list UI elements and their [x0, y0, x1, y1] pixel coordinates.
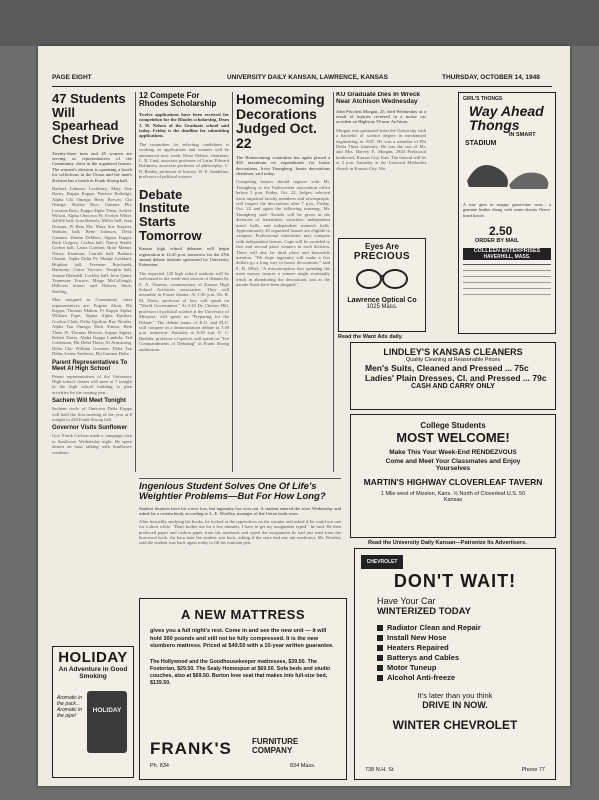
paper-title: UNIVERSITY DAILY KANSAN, LAWRENCE, KANSAS: [227, 74, 388, 81]
franks-address: 834 Mass.: [290, 763, 316, 769]
scan-background: [0, 0, 599, 46]
want-ads-tagline: Read the Want Ads daily.: [338, 334, 403, 340]
eyeglasses-icon: [339, 264, 425, 294]
page-label: PAGE EIGHT: [52, 74, 92, 81]
service-item: Radiator Clean and Repair: [377, 623, 555, 633]
newspaper-page: [38, 46, 570, 786]
martins-l3: Make This Your Week-End RENDEZVOUS: [389, 449, 517, 456]
column-rule: [135, 92, 136, 472]
article-homecoming: Homecoming Decorations Judged Oct. 22 The Homecoming committee has again placed a $50 maximum on expenditures for house decorations, Irvin Youngberg, house decorations chairman, said today. Competing houses should register with Mr. Youngberg at the Endowment association office before 5 p.m. Friday, Oct. 22. Judges, selected from impartial faculty members and townspeople, will inspect the decorations after 7 p.m., Friday, Oct. 22 and again the following morning, Mr. Youngberg said. Awards will be given in the divisions of fraternities, sororities, independent men's halls, and independent women's halls. Approximately 40 organized houses are eligible to compete. Professional fraternities may compete with independent houses. Cups will be awarded to first and second place winners in each division. There will also be third place and honorable mention. "We hope ingenuity will make a few dollars go a long way in house decorations," said E. R. Elbel. "A misconception that spending the most money insures a winner might eventually result in abandoning the decorations just as the parade floats have been dropped.": [236, 92, 330, 288]
debate-headline: Debate Institute Starts Tomorrow: [139, 186, 202, 243]
holiday-title: HOLIDAY: [58, 649, 128, 666]
thongs-price: 2.50: [489, 224, 513, 239]
chev-name: WINTER CHEVROLET: [392, 718, 518, 732]
holiday-sub: An Adventure in Good Smoking: [58, 665, 128, 680]
lindleys-cleaners-ad: [350, 342, 556, 410]
martins-name: MARTIN'S HIGHWAY CLOVERLEAF TAVERN: [363, 477, 543, 487]
chest-drive-headline: 47 Students Will Spearhead Chest Drive: [52, 92, 126, 147]
governor-subhead: Governor Visits Sunflower: [52, 425, 128, 432]
service-item: Motor Tuneup: [377, 663, 555, 673]
debate-body: Kansas high school debaters will begin registration at 12:45 p.m. tomorrow for the 27th annual debate institute sponsored by University Extension.: [139, 246, 229, 268]
optical-address: 1025 Mass.: [366, 304, 398, 310]
chev-service-list: [377, 623, 555, 683]
martins-l4: Come and Meet Your Classmates and Enjoy Yourselves: [385, 458, 521, 472]
franks-p2: The Hollywood and the Goodhousekeeper mattresses, $39.50. The Fostorian, $29.50. The Sealy Homespun at $69.50. Sofa beds and studio couches, also at $69.50. Burton love seat that makes into full-size bed, $139.50.: [150, 658, 331, 686]
holiday-tobacco-ad: [52, 646, 134, 778]
chest-drive-body: Twenty-three men and 25 women are serving as representatives of the Community chest in the organized houses. The women's division is operating a booth for collections in the Union and the men's division has a booth in Frank Strong hall.: [52, 150, 132, 183]
rhodes-body: Twelve applications have been received for competition for the Rhodes scholarship, Dean J. H. Nelson of the Graduate school said today. Friday is the deadline for submitting applications.: [139, 111, 229, 139]
franks-furniture-ad: [139, 598, 347, 780]
martins-l1: College Students: [420, 421, 486, 430]
chev-address: 738 N.H. St.: [365, 767, 395, 773]
thongs-company: COLLEEN ENTERPRISES: [473, 248, 541, 255]
thongs-order: ORDER BY MAIL: [475, 238, 519, 245]
order-form: [463, 264, 551, 295]
bullet-icon: [377, 635, 383, 641]
winter-chevrolet-ad: [354, 548, 556, 780]
rhodes-headline: 12 Compete For Rhodes Scholarship: [139, 92, 217, 109]
lindleys-line4: CASH AND CARRY ONLY: [411, 383, 495, 390]
bullet-icon: [377, 665, 383, 671]
article-chest-drive: 47 Students Will Spearhead Chest Drive Twenty-three men and 25 women are serving as representatives of the Community chest in the organized houses. The women's division is operating a booth for collections in the Union and the men's division has a booth in Frank Strong hall. Barbara Johnson, Lockbury; Mary Ann Burns, Kappa Kappa; Patricia Rutledge, Alpha Chi Omega; Betty Brewer, Chi Omega; Shirley Rice, Gamma Phi; Lorraine Ross, Kappa Alpha Theta; Ardyce Wilson, Alpha Omicron Pi; Evelyn White, Jolliffe hall; Joan Roberts, Miller hall; Jean Dresner, Pi Beta Phi; Mary Sue Stayton, Watkins hall; Bette Johnson, Delta Gamma; Donna DeMoss, Sigma Kappa; Ruth Gregory, Corbin hall; Nancy Smith, Corbin hall; Laura Gardner, Briar Manor; Nancy Kautman, Carruth hall. Barbara Chanin, Alpha Delta Pi; Madge Goddard, Hopkins hall; Freeman Burchardt, Harmony; Grace Vaccaro, Templin hall; Joanne Blaisdell, Lockley hall; Jerre Quint, Tennessee Terrace; Marge McCollough, Hillcrest house; and Dolores Stick, Sterling. Men assigned as Community chest representatives are: Eugene Alton, Phi Kappa; Thomas Mahon, Pi Kappa Alpha; William Pope, Sigma Alpha Epsilon; Gordon Clark, Delta Upsilon; Ray Worder, Alpha Tau Omega; Dick Altmor, Beta Theta Pi; Thomas Briscoe, Kappa Sigma; Robert Davis, Alpha Kappa Lambda; Ted Cobleman, Phi Delta Theta; Al Armstrong, Delta Chi; William Greenen, Delta Tau Delta; Lester Andrews, Phi Gamma Delta. Parent Representatives To Meet At High School Parent representatives of the University High school classes will meet at 7 tonight in the high school building to plan activities for the coming year. Sachem Will Meet Tonight Sachem circle of Omicron Delta Kappa will hold the first meeting of the year at 8 tonight in 228 Frank Strong hall. Governor Visits Sunflower Gov. Frank Carlson made a campaign visit to Sunflower Wednesday night. He spent almost an hour talking with Sunflower residents.: [52, 92, 132, 455]
franks-sub: FURNITURE COMPANY: [252, 737, 299, 755]
optical-line2: PRECIOUS: [353, 251, 411, 262]
lawrence-optical-ad: [338, 238, 426, 332]
bullet-icon: [377, 655, 383, 661]
chev-headline: DON'T WAIT!: [393, 571, 517, 591]
ku-grad-headline: KU Graduate Dies In Wreck Near Atchison Wednesday: [336, 92, 421, 105]
issue-date: THURSDAY, OCTOBER 14, 1948: [442, 74, 540, 81]
sachem-subhead: Sachem Will Meet Tonight: [52, 398, 126, 405]
pouch-label: HOLIDAY: [92, 707, 122, 714]
martins-dir: 1 Mile west of Mission, Kans. ½ North of Cloverleaf U.S. 50 Kansas: [380, 491, 526, 503]
franks-headline: A NEW MATTRESS: [181, 607, 305, 622]
column-rule: [333, 92, 334, 472]
franks-name: FRANK'S: [150, 739, 232, 758]
service-item: Batterys and Cables: [377, 653, 555, 663]
chev-later1: It's later than you think: [417, 691, 493, 700]
service-item: Heaters Repaired: [377, 643, 555, 653]
martins-tavern-ad: [350, 414, 556, 538]
optical-line1: Eyes Are: [365, 242, 399, 251]
article-ingenious: Ingenious Student Solves One Of Life's Weightier Problems—But For How Long? Student finances have hit a new low, but ingenuity has won out. A student entered the store Wednesday and asked for a certain book, according to L. E. Woolley, manager of the Union book store. After hurriedly studying his books, he looked at the typewriters on the counter and asked if he could use one for a short while. "Don't bother me for a few minutes, I have to get my assignment typed," he said. He then produced paper and carbon paper from his notebook and typed the assignment he had just read from the borrowed book. An hour later the student was back, asking if the store had any ink eradicator. Mr. Woolley said the student was back again today to fill his fountain pen.: [139, 478, 341, 589]
holiday-aromatic: Aromatic in the pack... Aromatic in the pipe!: [57, 695, 83, 719]
thongs-brand: GIRL'S THONGS: [463, 96, 503, 102]
bullet-icon: [377, 675, 383, 681]
chev-later2: DRIVE IN NOW.: [422, 700, 488, 710]
homecoming-headline: Homecoming Decorations Judged Oct. 22: [236, 92, 325, 152]
thongs-city: HAVERHILL, MASS.: [483, 254, 531, 261]
lindleys-title: LINDLEY'S KANSAS CLEANERS: [383, 347, 523, 357]
chev-sub2: WINTERIZED TODAY: [377, 606, 471, 617]
article-rhodes: 12 Compete For Rhodes Scholarship Twelve applications have been received for competition for the Rhodes scholarship, Dean J. H. Nelson of the Graduate school said today. Friday is the deadline for submitting applications. The committee for selecting candidates is working on applications and winners will be announced next week. Dean Nelson, chairman; L. R. Lind, associate professor of Latin; Edward Robinson, associate professor of philosophy; C. B. Realey, professor of history; W. E. Sandelius, professor of political science. Debate Institute Starts Tomorrow Kansas high school debaters will begin registration at 12:45 p.m. tomorrow for the 27th annual debate institute sponsored by University Extension. The expected 120 high school students will be welcomed to the week-end session of debates by E. A. Thomas, commissioner of Kansas High School Activities association. They will assemble in Fraser theater. At 1:30 p.m. Dr. R. M. Davis, professor of law, will speak on "World Government." At 3:30 Dr. Chester Hill, professor of political science at the University of Missouri, will speak on "Preparing for the Debate." The debate teams of K.U. and M.U. will compete in a demonstration debate at 7:30 p.m. tomorrow. Saturday at 8:30 a.m. E. C. Buehler, professor of speech, will speak on "Ten Commandments of Debating" in Frank Strong auditorium.: [139, 92, 229, 352]
article-ku-graduate: KU Graduate Dies In Wreck Near Atchison Wednesday John Pritchett Morgan, 25, died Wednesday as a result of injuries received in a motor car accident on Highway 59 near Atchison. Morgan was graduated from the University with a bachelor of science degree in mechanical engineering in 1947. He was a member of Phi Delta Theta fraternity. He was the son of Mr. and Mrs. Harvey E. Morgan, 2843 Parkwood boulevard, Kansas City, Kan. The funeral will be at 2 p.m. Saturday at the Linwood Methodist church in Kansas City, Mo.: [336, 92, 426, 171]
martins-l2: MOST WELCOME!: [396, 430, 510, 445]
patronize-tagline: Read the University Daily Kansan—Patronize Its Advertisers.: [368, 540, 527, 546]
chev-phone: Phone 77: [521, 767, 545, 773]
franks-phone: Ph. 834: [150, 763, 169, 769]
thong-shoe-icon: [459, 147, 555, 197]
column-rule: [232, 92, 233, 472]
chev-sub1: Have Your Car: [377, 596, 436, 606]
thongs-sub: IN SMART: [509, 132, 536, 138]
ku-grad-body: John Pritchett Morgan, 25, died Wednesday as a result of injuries received in a motor car accident on Highway 59 near Atchison.: [336, 108, 426, 125]
service-item: Alcohol Anti-freeze: [377, 673, 555, 683]
masthead: [52, 74, 552, 86]
ingenious-body: Student finances have hit a new low, but ingenuity has won out. A student entered the store Wednesday and asked for a certain book, according to L. E. Woolley, manager of the Union book store.: [139, 505, 341, 517]
thongs-ad: [458, 92, 556, 334]
ingenious-headline: Ingenious Student Solves One Of Life's Weightier Problems—But For How Long?: [139, 481, 326, 502]
chevrolet-logo: CHEVROLET: [361, 555, 403, 569]
parent-reps-subhead: Parent Representatives To Meet At High School: [52, 359, 128, 372]
masthead-rule: [52, 86, 552, 87]
bullet-icon: [377, 625, 383, 631]
franks-p1: gives you a full night's rest. Come in and see the new unit — it will hold 300 pounds and still not be fully compressed. It is the new slumbero mattress. Priced at $49.50 with a 10-year written guarantee.: [150, 628, 334, 649]
service-item: Install New Hose: [377, 633, 555, 643]
homecoming-body: The Homecoming committee has again placed a $50 maximum on expenditures for house decorations, Irvin Youngberg, house decorations chairman, said today.: [236, 154, 330, 176]
thongs-blurb: A true gem in snappy game-time wear... a genuine leather thong with warm downy fleece-lined bootie.: [463, 202, 551, 218]
tobacco-pouch-icon: [87, 691, 127, 753]
lindleys-line2: Men's Suits, Cleaned and Pressed ... 75c: [365, 363, 529, 373]
thongs-headline: Way Ahead Thongs: [469, 103, 544, 133]
lindleys-line3: Ladies' Plain Dresses, Cl. and Pressed ... 79c: [365, 373, 547, 383]
optical-name: Lawrence Optical Co: [347, 297, 417, 304]
thongs-model: STADIUM: [465, 140, 497, 147]
bullet-icon: [377, 645, 383, 651]
lindleys-line1: Quality Cleaning at Reasonable Prices: [405, 357, 501, 363]
